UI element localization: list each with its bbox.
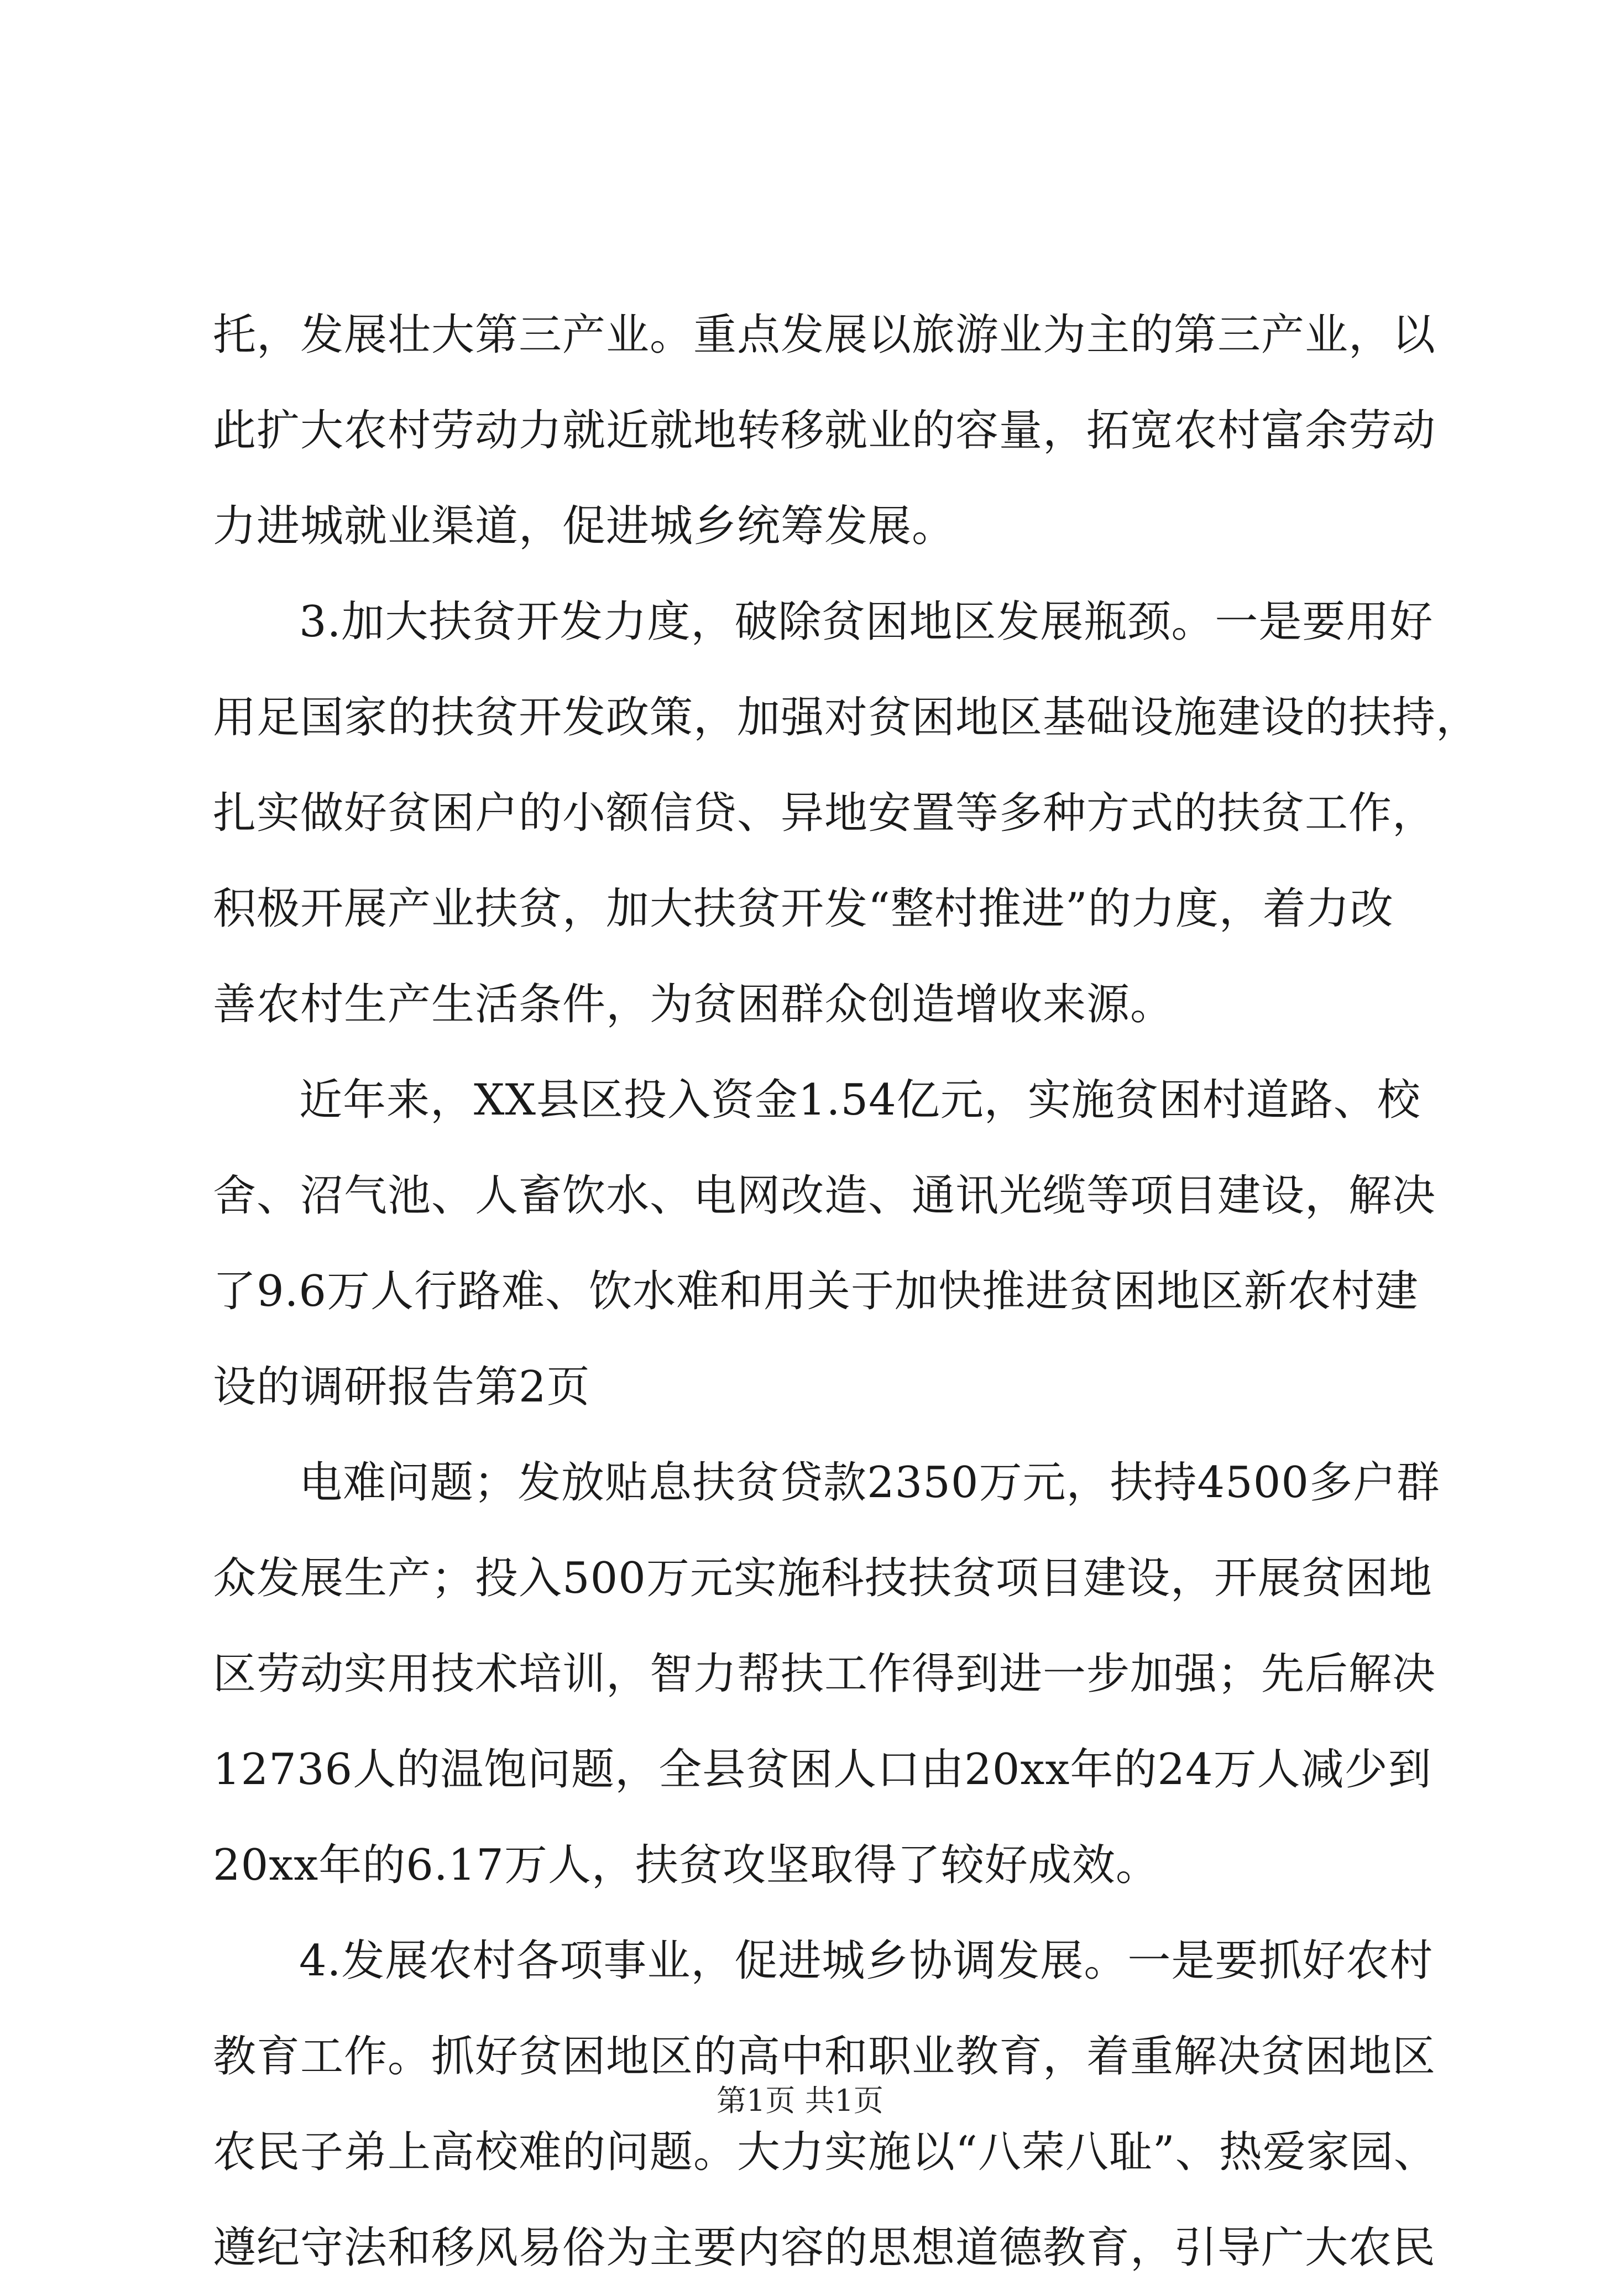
document-body (213, 287, 1480, 2296)
text-line: 善农村生产生活条件，为贫困群众创造增收来源。 (213, 980, 1174, 1029)
text-line: 扎实做好贫困户的小额信贷、异地安置等多种方式的扶贫工作， (213, 788, 1436, 838)
text-line: 设的调研报告第2页 (213, 1362, 590, 1412)
text-line: 区劳动实用技术培训，智力帮扶工作得到进一步加强；先后解决 (213, 1649, 1436, 1699)
text-line: 农民子弟上高校难的问题。大力实施以“八荣八耻”、热爱家园、 (213, 2127, 1437, 2177)
text-line: 近年来，XX县区投入资金1.54亿元，实施贫困村道路、校 (299, 1075, 1421, 1125)
text-line: 20xx年的6.17万人，扶贫攻坚取得了较好成效。 (213, 1840, 1159, 1890)
text-line: 众发展生产；投入500万元实施科技扶贫项目建设，开展贫困地 (213, 1554, 1432, 1603)
text-line: 教育工作。抓好贫困地区的高中和职业教育，着重解决贫困地区 (213, 2032, 1436, 2081)
text-line: 力进城就业渠道，促进城乡统筹发展。 (213, 501, 956, 551)
text-line: 积极开展产业扶贫，加大扶贫开发“整村推进”的力度，着力改 (213, 884, 1394, 934)
text-line: 电难问题；发放贴息扶贫贷款2350万元，扶持4500多户群 (299, 1458, 1441, 1508)
text-line: 此扩大农村劳动力就近就地转移就业的容量，拓宽农村富余劳动 (213, 406, 1436, 456)
text-line: 4.发展农村各项事业，促进城乡协调发展。一是要抓好农村 (299, 1936, 1434, 1986)
text-line: 12736人的温饱问题，全县贫困人口由20xx年的24万人减少到 (213, 1745, 1432, 1795)
page-number-label: 第1页 共1页 (717, 2083, 883, 2118)
text-line: 遵纪守法和移风易俗为主要内容的思想道德教育，引导广大农民 (213, 2223, 1436, 2273)
text-line: 用足国家的扶贫开发政策，加强对贫困地区基础设施建设的扶持， (213, 693, 1480, 742)
text-line: 了9.6万人行路难、饮水难和用关于加快推进贫困地区新农村建 (213, 1267, 1419, 1316)
text-line: 3.加大扶贫开发力度，破除贫困地区发展瓶颈。一是要用好 (299, 597, 1434, 647)
page-footer (0, 2079, 1600, 2123)
text-line: 舍、沼气池、人畜饮水、电网改造、通讯光缆等项目建设，解决 (213, 1171, 1436, 1221)
text-line: 托，发展壮大第三产业。重点发展以旅游业为主的第三产业，以 (213, 310, 1436, 360)
